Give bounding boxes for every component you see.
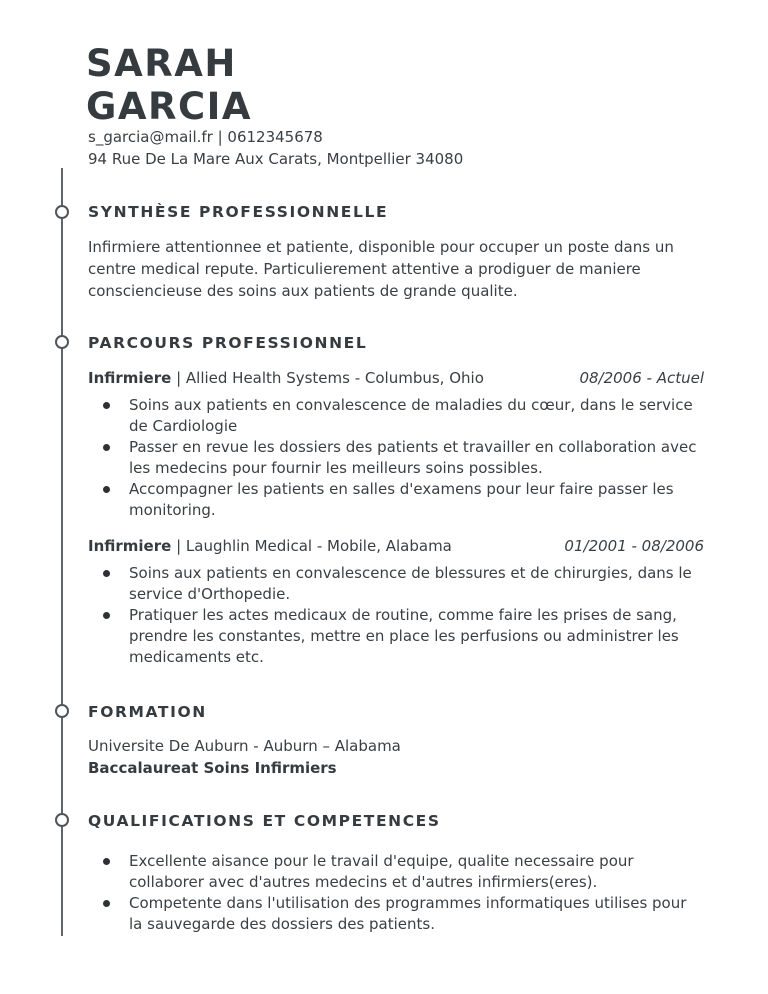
last-name: GARCIA [86, 85, 253, 128]
bullet-icon [103, 570, 110, 577]
list-item [88, 893, 700, 935]
bullet-text: Passer en revue les dossiers des patients et travailler en collaboration avec les medecins pour fournir les meilleurs soins possibles. [129, 438, 697, 477]
timeline-dot-summary [55, 205, 69, 219]
timeline-dot-education [55, 704, 69, 718]
list-item [88, 605, 700, 668]
bullet-icon [103, 402, 110, 409]
section-title-summary: SYNTHÈSE PROFESSIONNELLE [88, 203, 389, 221]
timeline-dot-skills [55, 813, 69, 827]
summary-text: Infirmiere attentionnee et patiente, disponible pour occuper un poste dans un centre medical repute. Particulierement attentive a prodiguer de maniere consciencieuse des soins aux patients de grande qualite. [88, 238, 674, 300]
education-school: Universite De Auburn - Auburn – Alabama [88, 737, 401, 755]
job-bullets-1 [88, 395, 700, 521]
list-item [88, 851, 700, 893]
job-separator: | [171, 537, 186, 555]
skills-bullets [88, 851, 700, 935]
list-item [88, 395, 700, 437]
bullet-text: Accompagner les patients en salles d'examens pour leur faire passer les monitoring. [129, 480, 674, 519]
job-header-2 [88, 535, 704, 557]
list-item [88, 563, 700, 605]
section-title-education: FORMATION [88, 703, 207, 721]
bullet-text: Soins aux patients en convalescence de blessures et de chirurgies, dans le service d'Orthopedie. [129, 564, 692, 603]
bullet-icon [103, 858, 110, 865]
timeline-dot-experience [55, 335, 69, 349]
bullet-icon [103, 612, 110, 619]
section-title-skills: QUALIFICATIONS ET COMPETENCES [88, 812, 441, 830]
bullet-icon [103, 900, 110, 907]
job-role: Infirmiere [88, 369, 172, 387]
section-title-experience: PARCOURS PROFESSIONNEL [88, 334, 368, 352]
education-degree: Baccalaureat Soins Infirmiers [88, 759, 337, 777]
job-employer: Laughlin Medical - Mobile, Alabama [185, 537, 452, 555]
job-dates: 08/2006 - Actuel [579, 369, 704, 387]
job-bullets-2 [88, 563, 700, 668]
candidate-name [86, 42, 252, 128]
address-line: 94 Rue De La Mare Aux Carats, Montpellier 34080 [88, 150, 464, 168]
job-role: Infirmiere [88, 537, 172, 555]
bullet-text: Competente dans l'utilisation des programmes informatiques utilises pour la sauvegarde des dossiers des patients. [129, 894, 687, 933]
job-employer: Allied Health Systems - Columbus, Ohio [185, 369, 484, 387]
job-header-1 [88, 367, 704, 389]
bullet-text: Excellente aisance pour le travail d'equipe, qualite necessaire pour collaborer avec d'autres medecins et d'autres infirmiers(eres). [129, 852, 634, 891]
job-dates: 01/2001 - 08/2006 [564, 537, 704, 555]
list-item [88, 437, 700, 479]
job-separator: | [171, 369, 186, 387]
list-item [88, 479, 700, 521]
first-name: SARAH [86, 42, 237, 85]
bullet-icon [103, 444, 110, 451]
contact-line: s_garcia@mail.fr | 0612345678 [88, 128, 323, 146]
bullet-icon [103, 486, 110, 493]
bullet-text: Pratiquer les actes medicaux de routine, comme faire les prises de sang, prendre les constantes, mettre en place les perfusions ou administrer les medicaments etc. [129, 606, 679, 666]
bullet-text: Soins aux patients en convalescence de maladies du cœur, dans le service de Cardiologie [129, 396, 693, 435]
